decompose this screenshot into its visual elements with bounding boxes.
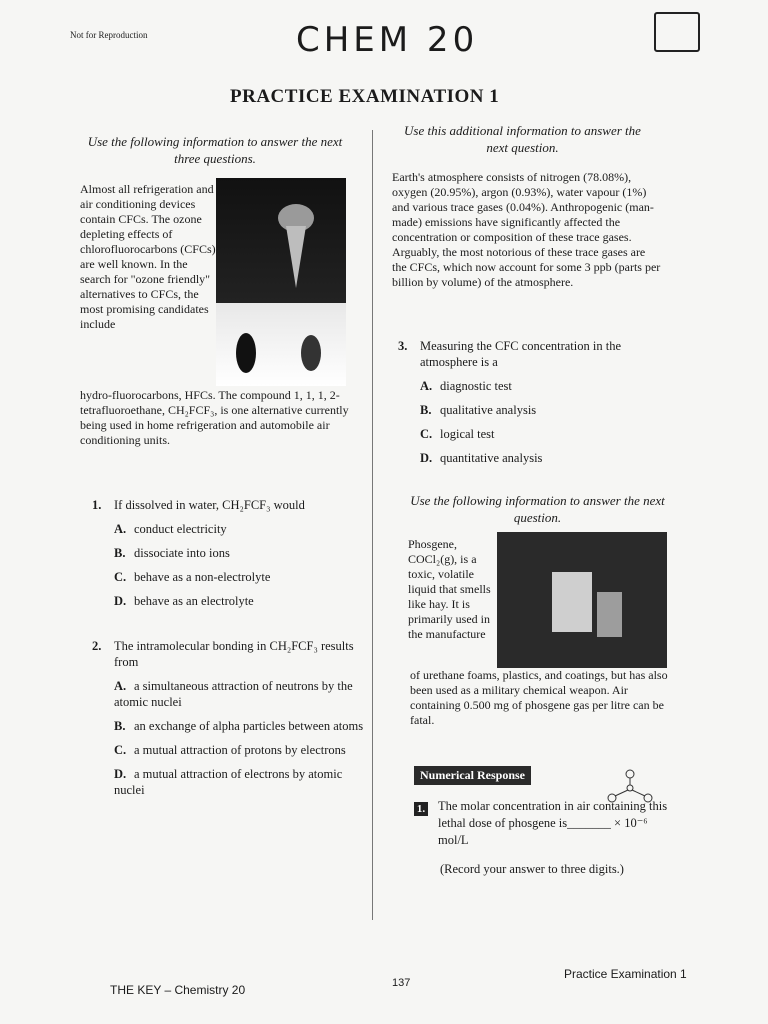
footer-section-title: Practice Examination 1 [564, 967, 687, 981]
numerical-response-question: The molar concentration in air containing this lethal dose of phosgene is_______ × 10⁻⁶ mol/L [438, 799, 668, 847]
option-d[interactable]: D. quantitative analysis [420, 451, 543, 465]
option-a[interactable]: A. diagnostic test [420, 379, 512, 393]
atmosphere-paragraph: Earth's atmosphere consists of nitrogen (78.08%), oxygen (20.95%), argon (0.93%), water vapour (1%) and various trace gases (0.04%). Anthropogenic (man-made) emissions have significantly affected the concentration or composition of these trace gases. Arguably, the most notorious of these trace gases are the CFCs, which now account for some 3 ppb (parts per billion by volume) of the atmosphere. [392, 170, 661, 289]
option-d[interactable]: D. a mutual attraction of electrons by atomic nuclei [114, 767, 343, 797]
option-b[interactable]: B. dissociate into ions [114, 546, 230, 560]
option-c[interactable]: C. a mutual attraction of protons by electrons [114, 743, 346, 757]
question-stem: The intramolecular bonding in CH₂FCF₃ results from [114, 639, 354, 669]
exam-title: PRACTICE EXAMINATION 1 [230, 86, 500, 107]
option-a[interactable]: A. a simultaneous attraction of neutrons by the atomic nuclei [114, 679, 353, 709]
phosgene-photo [497, 532, 667, 668]
footer-book-title: THE KEY – Chemistry 20 [110, 983, 246, 997]
right-lead-instruction: Use this additional information to answer the next question. [404, 123, 641, 155]
stamp-logo [654, 12, 700, 52]
not-for-reproduction-label: Not for Reproduction [70, 30, 148, 40]
option-c[interactable]: C. behave as a non-electrolyte [114, 570, 271, 584]
question-stem: If dissolved in water, CH₂FCF₃ would [114, 498, 305, 512]
left-lead-instruction: Use the following information to answer the next three questions. [87, 134, 343, 166]
question-2 [92, 638, 367, 798]
option-b[interactable]: B. qualitative analysis [420, 403, 537, 417]
option-b[interactable]: B. an exchange of alpha particles between atoms [114, 719, 364, 733]
record-instruction: (Record your answer to three digits.) [440, 862, 624, 876]
column-divider [372, 130, 373, 920]
cfc-paragraph-top: Almost all refrigeration and air conditioning devices contain CFCs. The ozone depleting effects of chlorofluorocarbons (CFCs) are well known. In the search for "ozone friendly" alternatives to CFCs, the most promising candidates include [80, 182, 216, 331]
phosgene-paragraph-top: Phosgene, COCl₂(g), is a toxic, volatile liquid that smells like hay. It is primarily used in the manufacture [408, 537, 491, 641]
phosgene-paragraph-bottom: of urethane foams, plastics, and coatings, but has also been used as a military chemical weapon. Air containing 0.500 mg of phosgene gas per litre can be fatal. [410, 668, 668, 727]
page-number: 137 [392, 977, 411, 989]
question-3 [398, 338, 658, 466]
option-c[interactable]: C. logical test [420, 427, 495, 441]
cfc-paragraph-bottom: hydro-fluorocarbons, HFCs. The compound 1, 1, 1, 2-tetrafluoroethane, CH₂FCF₃, is one alternative currently being used in home refrigeration and automobile air conditioning units. [80, 388, 349, 447]
handwritten-course-title: CHEM 20 [296, 20, 479, 60]
question-number: 1. [92, 498, 102, 512]
option-d[interactable]: D. behave as an electrolyte [114, 594, 254, 608]
option-a[interactable]: A. conduct electricity [114, 522, 227, 536]
question-number: 2. [92, 639, 102, 653]
question-1 [92, 497, 362, 609]
balloon-photo [216, 178, 346, 386]
question-number: 3. [398, 339, 408, 353]
numerical-response-banner: Numerical Response [414, 766, 531, 785]
numerical-response-number: 1. [414, 802, 428, 816]
right-lead-instruction-2: Use the following information to answer the next question. [410, 493, 665, 525]
question-stem: Measuring the CFC concentration in the atmosphere is a [420, 339, 622, 369]
